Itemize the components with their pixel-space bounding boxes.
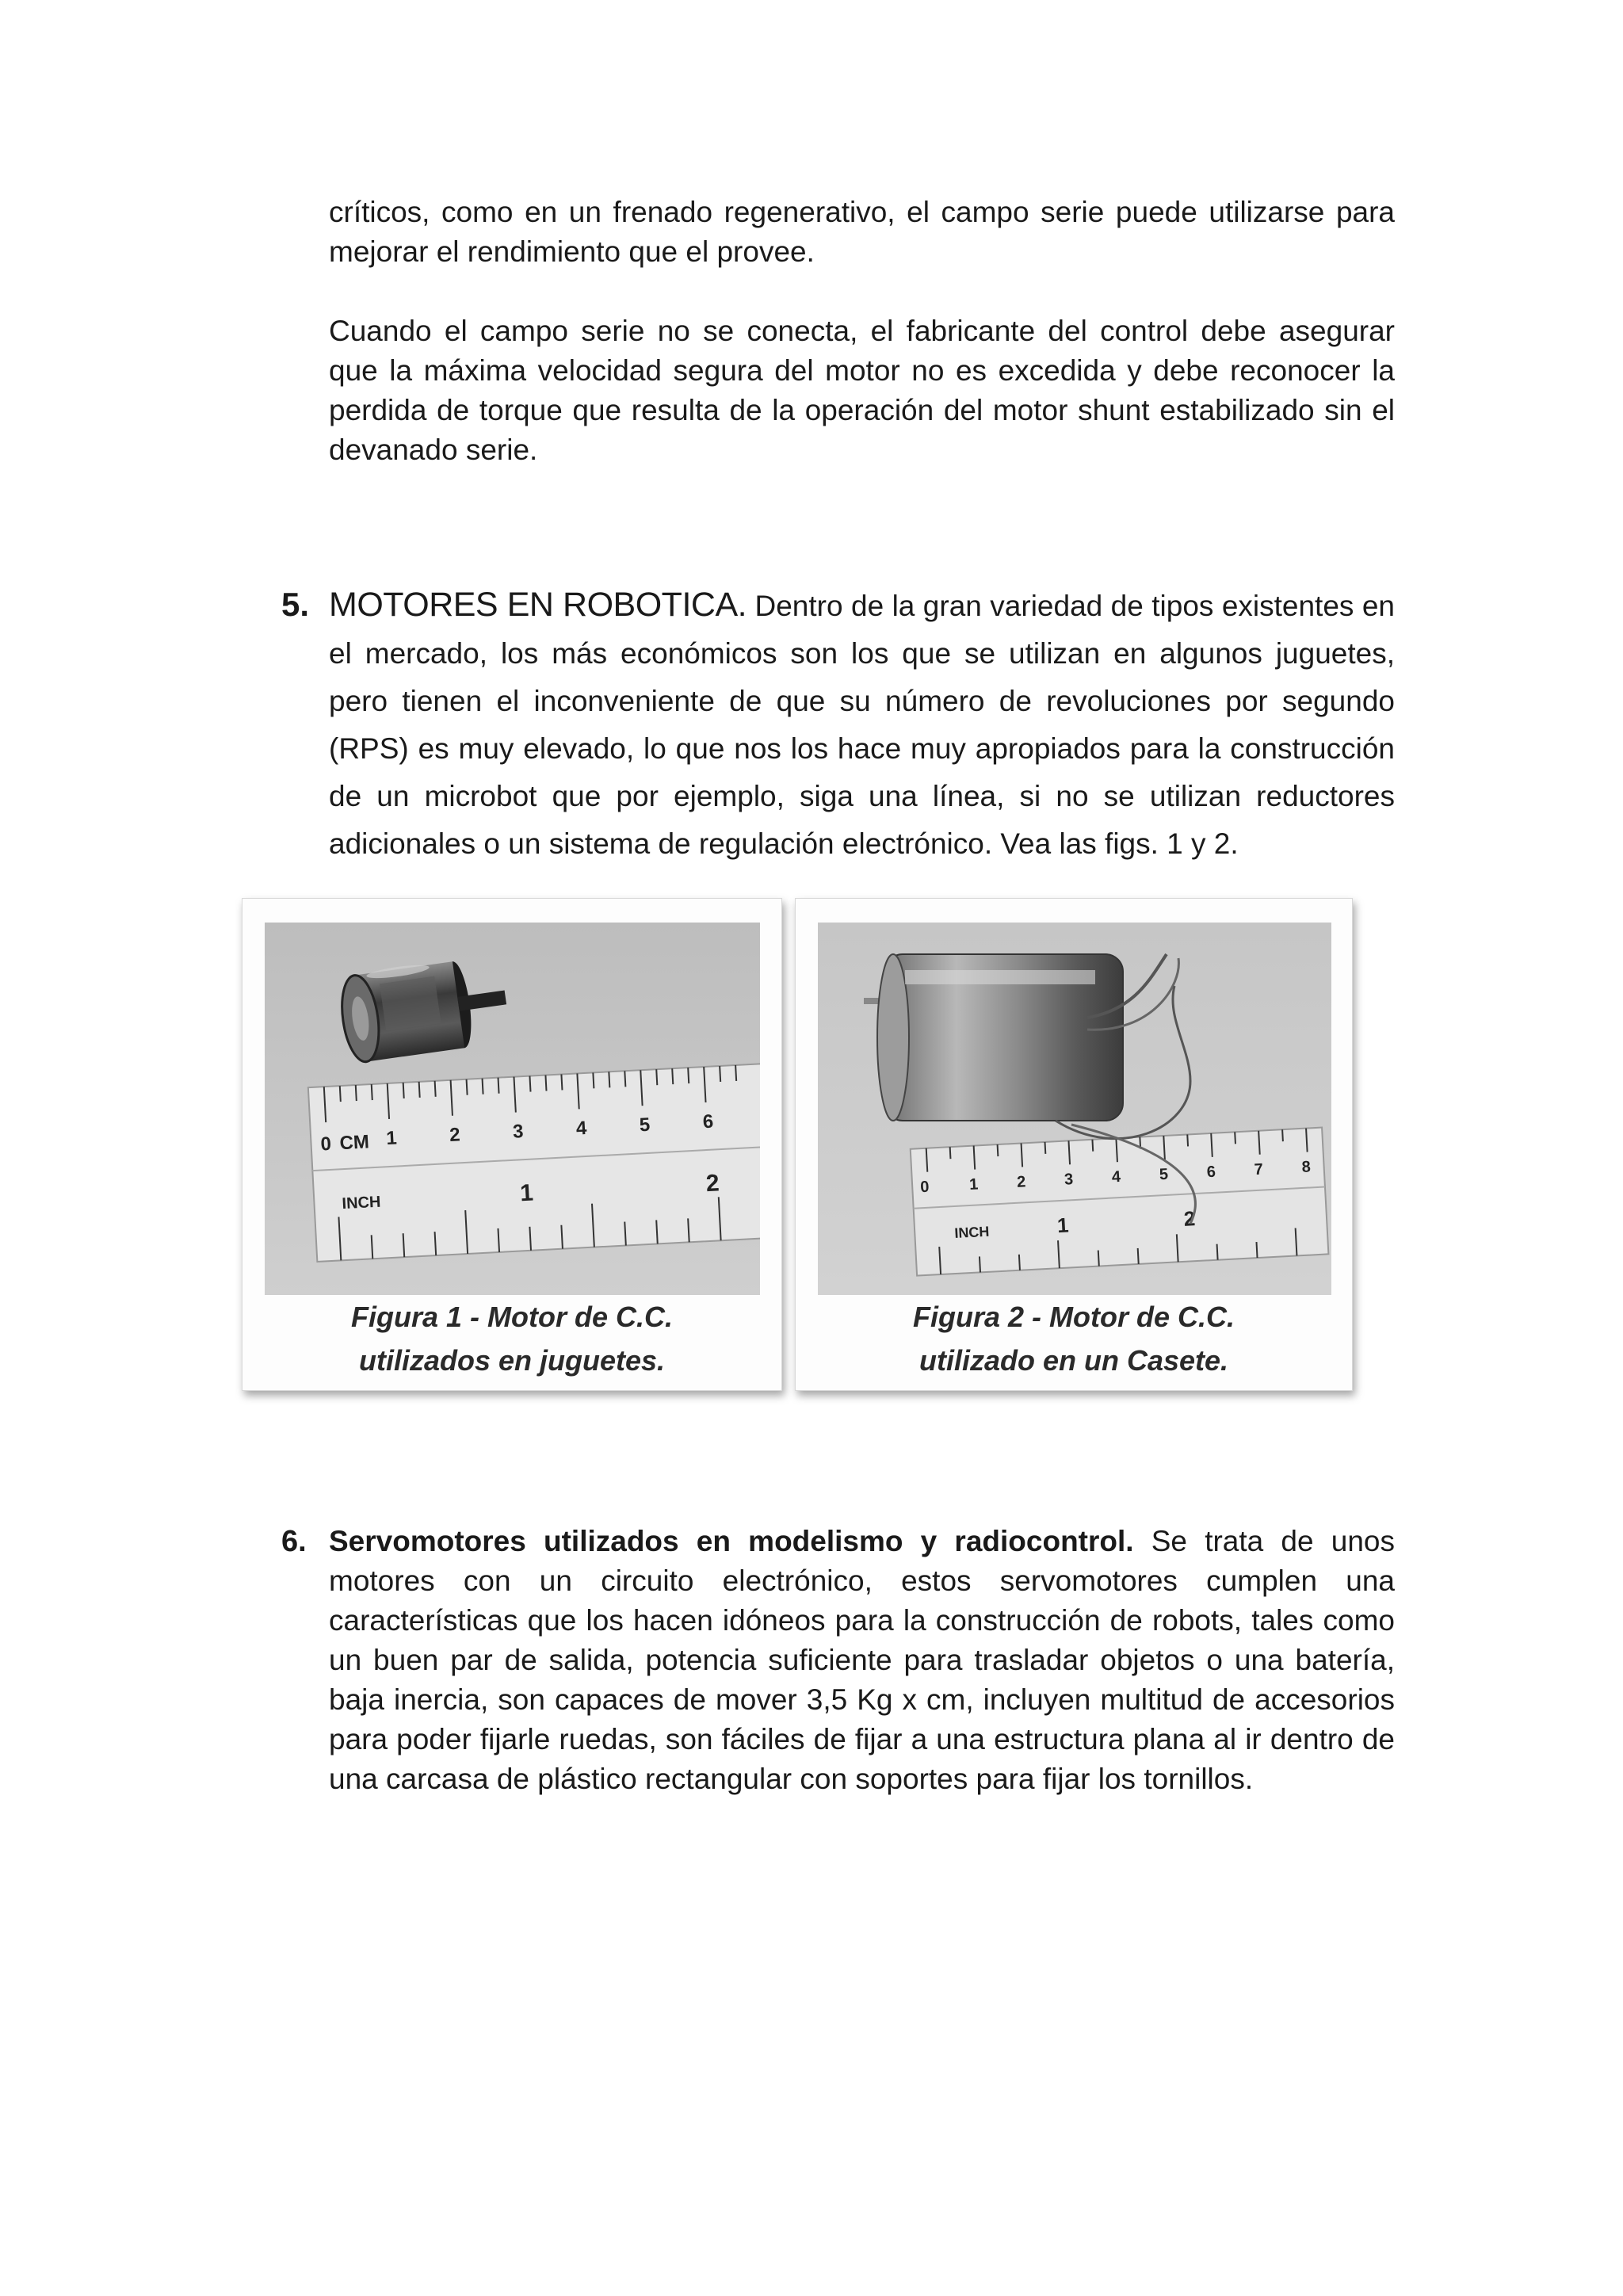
svg-text:2: 2 bbox=[705, 1170, 720, 1198]
svg-text:1: 1 bbox=[968, 1175, 979, 1194]
figure-2-caption bbox=[796, 1295, 1352, 1382]
section-6-body bbox=[329, 1522, 1395, 1799]
figure-1-caption-line-2: utilizados en juguetes. bbox=[358, 1344, 666, 1377]
svg-text:2: 2 bbox=[1016, 1173, 1026, 1191]
svg-text:1: 1 bbox=[1056, 1213, 1070, 1238]
section-5-heading: MOTORES EN ROBOTICA. bbox=[329, 586, 747, 624]
svg-text:0: 0 bbox=[919, 1178, 930, 1197]
svg-text:INCH: INCH bbox=[953, 1223, 990, 1242]
figure-2 bbox=[795, 898, 1353, 1391]
figure-1-photo bbox=[265, 923, 760, 1295]
svg-text:2: 2 bbox=[449, 1124, 461, 1146]
section-5-number: 5. bbox=[281, 586, 310, 623]
section-6 bbox=[281, 1522, 1395, 1799]
toy-motor-image bbox=[265, 923, 760, 1295]
svg-text:5: 5 bbox=[639, 1114, 651, 1137]
section-6-heading: Servomotores utilizados en modelismo y radiocontrol. bbox=[329, 1525, 1134, 1557]
section-5 bbox=[281, 581, 1395, 868]
svg-text:7: 7 bbox=[1254, 1160, 1264, 1179]
paragraph-series-field: Cuando el campo serie no se conecta, el fabricante del control debe asegurar que la máxima velocidad segura del motor no es excedida y debe reconocer la perdida de torque que resulta de la operación del motor shunt estabilizado sin el devanado serie. bbox=[329, 315, 1395, 466]
svg-text:0: 0 bbox=[319, 1133, 332, 1156]
figure-2-photo bbox=[818, 923, 1331, 1295]
svg-text:8: 8 bbox=[1301, 1158, 1312, 1176]
section-5-text: Dentro de la gran variedad de tipos existentes en el mercado, los más económicos son los que se utilizan en algunos juguetes, pero tienen el inconveniente de que su número de revoluciones por segundo (RPS) es muy elevado, lo que nos los hace muy apropiados para la construcción de un microbot que por ejemplo, siga una línea, si no se utilizan reductores adicionales o un sistema de regulación electrónico. Vea las figs. 1 y 2. bbox=[329, 590, 1395, 860]
section-5-body bbox=[329, 581, 1395, 868]
svg-text:4: 4 bbox=[1111, 1167, 1121, 1186]
svg-text:6: 6 bbox=[1206, 1163, 1216, 1182]
figure-2-caption-line-1: Figura 2 - Motor de C.C. bbox=[912, 1301, 1235, 1333]
cassette-motor-image bbox=[818, 923, 1331, 1295]
svg-text:4: 4 bbox=[575, 1117, 588, 1140]
svg-text:2: 2 bbox=[1183, 1206, 1197, 1231]
svg-text:CM: CM bbox=[338, 1131, 370, 1155]
svg-text:INCH: INCH bbox=[342, 1193, 381, 1213]
paragraph-continuation: críticos, como en un frenado regenerativo, el campo serie puede utilizarse para mejorar el rendimiento que el provee. bbox=[329, 196, 1395, 268]
svg-text:6: 6 bbox=[702, 1110, 714, 1133]
svg-text:3: 3 bbox=[1064, 1171, 1074, 1189]
section-6-text: Se trata de unos motores con un circuito electrónico, estos servomotores cumplen una características que los hacen idóneos para la construcción de robots, tales como un buen par de salida, potencia suficiente para trasladar objetos o una batería, baja inercia, son capaces de mover 3,5 Kg x cm, incluyen multitud de accesorios para poder fijarle ruedas, son fáciles de fijar a una estructura plana al ir dentro de una carcasa de plástico rectangular con soportes para fijar los tornillos. bbox=[329, 1525, 1395, 1795]
svg-text:5: 5 bbox=[1159, 1165, 1169, 1184]
section-6-number: 6. bbox=[281, 1525, 307, 1558]
figure-1-caption bbox=[242, 1295, 781, 1382]
svg-text:1: 1 bbox=[519, 1179, 534, 1207]
figure-2-caption-line-2: utilizado en un Casete. bbox=[918, 1344, 1229, 1377]
figure-1 bbox=[242, 898, 782, 1391]
svg-text:1: 1 bbox=[385, 1127, 398, 1150]
svg-text:3: 3 bbox=[512, 1121, 525, 1143]
figure-1-caption-line-1: Figura 1 - Motor de C.C. bbox=[350, 1301, 673, 1333]
